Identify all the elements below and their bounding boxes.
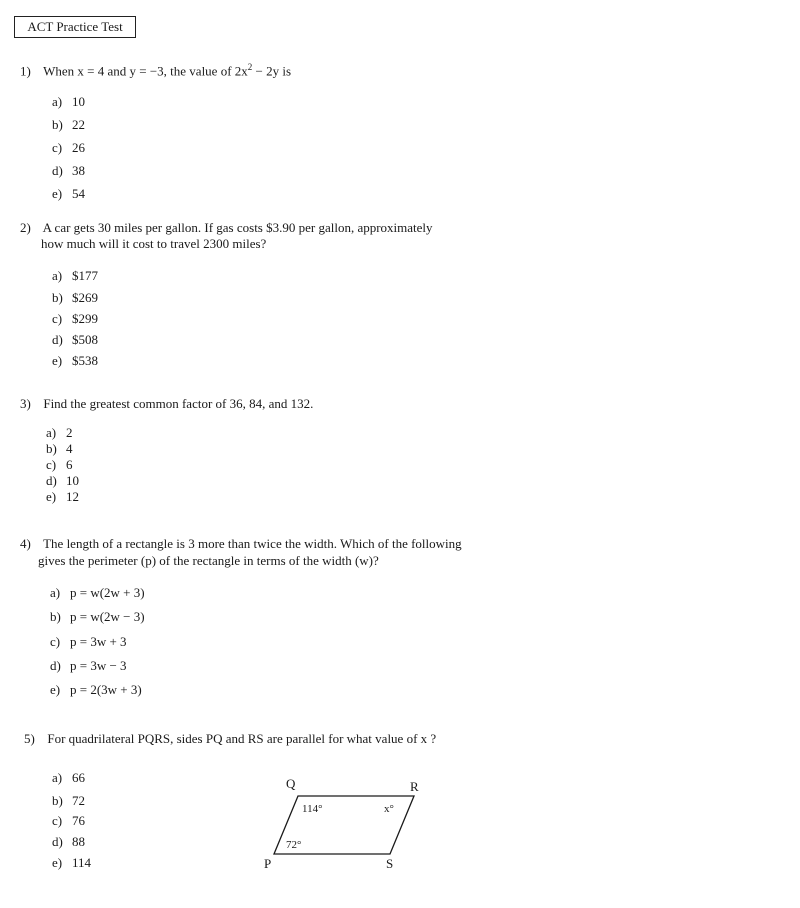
question-text-end: − 2y is: [252, 63, 292, 79]
answer-choice[interactable]: e) p = 2(3w + 3): [50, 682, 142, 697]
answer-choice[interactable]: d) 88: [52, 834, 85, 849]
angle-label-p: 72°: [286, 839, 302, 851]
question-number: 4): [20, 536, 31, 551]
answer-choice[interactable]: c) $299: [52, 311, 98, 326]
answer-choice[interactable]: e) $538: [52, 353, 98, 368]
answer-choice[interactable]: b) 72: [52, 793, 85, 808]
question-text: A car gets 30 miles per gallon. If gas costs $3.90 per gallon, approximately: [42, 220, 433, 235]
answer-choice[interactable]: b) 22: [52, 117, 85, 132]
answer-choice[interactable]: d) $508: [52, 332, 98, 347]
vertex-label-r: R: [410, 779, 419, 794]
question-text-line2: gives the perimeter (p) of the rectangle in terms of the width (w)?: [38, 553, 379, 568]
angle-label-r: x°: [384, 803, 394, 815]
answer-choice[interactable]: a) p = w(2w + 3): [50, 585, 145, 600]
question-number: 2): [20, 220, 31, 235]
answer-choice[interactable]: c) 26: [52, 140, 85, 155]
answer-choice[interactable]: a) 2: [46, 425, 73, 440]
answer-choice[interactable]: b) 4: [46, 441, 73, 456]
question-text-line2: how much will it cost to travel 2300 miles?: [41, 236, 267, 251]
vertex-label-q: Q: [286, 776, 296, 791]
answer-choice[interactable]: c) 76: [52, 813, 85, 828]
answer-choice[interactable]: a) $177: [52, 268, 98, 283]
answer-choice[interactable]: e) 114: [52, 855, 92, 870]
answer-choice[interactable]: b) p = w(2w − 3): [50, 609, 145, 624]
exponent: 2: [247, 62, 253, 72]
answer-choice[interactable]: b) $269: [52, 290, 98, 305]
answer-choice[interactable]: c) p = 3w + 3: [50, 634, 127, 649]
page-title: ACT Practice Test: [14, 16, 136, 38]
answer-choice[interactable]: a) 10: [52, 94, 85, 109]
question-text: For quadrilateral PQRS, sides PQ and RS are parallel for what value of x ?: [47, 731, 437, 746]
question-number: 3): [20, 396, 31, 411]
answer-choice[interactable]: d) 10: [46, 473, 79, 488]
question-text: Find the greatest common factor of 36, 84, and 132.: [43, 396, 314, 411]
answer-choice[interactable]: c) 6: [46, 457, 73, 472]
vertex-label-p: P: [264, 856, 272, 871]
question-text: When x = 4 and y = −3, the value of 2x: [43, 63, 248, 79]
question-number: 5): [24, 731, 35, 746]
answer-choice[interactable]: a) 66: [52, 770, 85, 785]
answer-choice[interactable]: d) p = 3w − 3: [50, 658, 127, 673]
question-text: The length of a rectangle is 3 more than twice the width. Which of the following: [43, 536, 462, 551]
answer-choice[interactable]: d) 38: [52, 163, 85, 178]
answer-choice[interactable]: e) 54: [52, 186, 85, 201]
angle-label-q: 114°: [302, 803, 323, 815]
answer-choice[interactable]: e) 12: [46, 489, 79, 504]
question-number: 1): [20, 63, 31, 79]
quadrilateral-diagram: [250, 770, 440, 880]
vertex-label-s: S: [386, 856, 394, 871]
